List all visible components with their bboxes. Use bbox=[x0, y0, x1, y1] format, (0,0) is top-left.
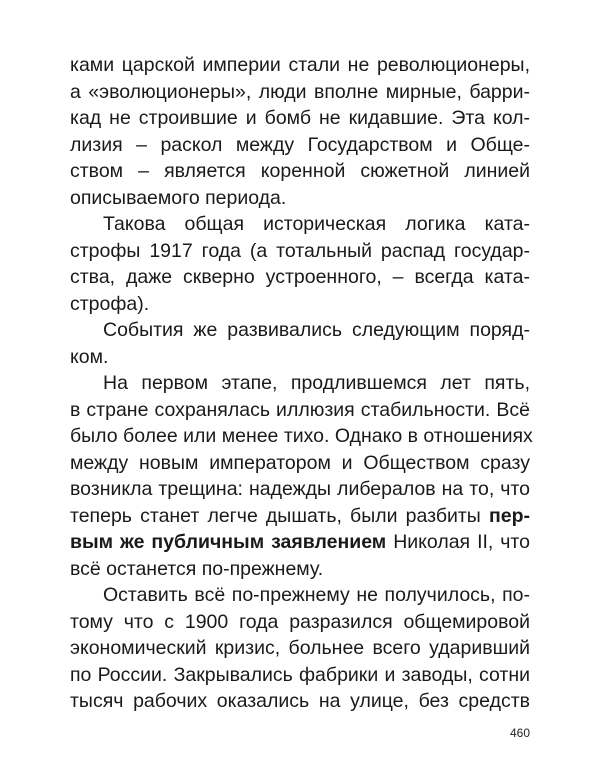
bold-text: вым же публичным заявлением bbox=[70, 531, 387, 553]
text-line bbox=[70, 609, 530, 636]
text-line bbox=[70, 264, 530, 291]
text-span: по России. Закрывались фабрики и заводы, сотни bbox=[70, 663, 530, 686]
text-line bbox=[70, 423, 533, 450]
text-span: События же развивались следующим поряд- bbox=[103, 319, 530, 341]
text-span: лизия – раскол между Государством и Обще- bbox=[70, 133, 530, 156]
text-line bbox=[70, 79, 530, 106]
text-line bbox=[70, 503, 530, 530]
text-line bbox=[70, 556, 530, 583]
text-span: тысяч рабочих оказались на улице, без средств bbox=[70, 690, 530, 712]
text-span: в стране сохранялась иллюзия стабильности. Всё bbox=[70, 398, 530, 421]
text-span: теперь станет легче дышать, были разбиты bbox=[70, 504, 489, 527]
text-span: было более или менее тихо. Однако в отношениях bbox=[70, 425, 533, 447]
text-line bbox=[70, 662, 530, 689]
text-line bbox=[70, 158, 530, 185]
text-span: между новым императором и Обществом сразу bbox=[70, 451, 530, 474]
text-span: ком. bbox=[70, 345, 109, 368]
text-line bbox=[70, 132, 530, 159]
text-span: тому что с 1900 года разразился общемировой bbox=[70, 610, 530, 633]
text-line bbox=[70, 291, 530, 318]
text-line bbox=[70, 52, 530, 79]
text-line bbox=[70, 397, 530, 424]
text-span: ками царской империи стали не революционеры, bbox=[70, 54, 530, 76]
page-body-text bbox=[70, 52, 533, 715]
text-line bbox=[70, 450, 530, 477]
text-span: На первом этапе, продлившемся лет пять, bbox=[103, 372, 530, 394]
text-span: а «эволюционеры», люди вполне мирные, барри- bbox=[70, 80, 530, 103]
text-span: Такова общая историческая логика ката- bbox=[103, 213, 530, 235]
text-span: строфы 1917 года (а тотальный распад государ- bbox=[70, 239, 530, 262]
text-span: всё останется по-прежнему. bbox=[70, 557, 324, 580]
text-span: ством – является коренной сюжетной линией bbox=[70, 160, 530, 182]
text-span: Оставить всё по-прежнему не получилось, по- bbox=[103, 584, 530, 606]
text-line bbox=[70, 211, 530, 238]
text-span: Николая II, что bbox=[386, 531, 530, 553]
text-line bbox=[70, 529, 530, 556]
text-line bbox=[70, 317, 530, 344]
text-span: описываемого периода. bbox=[70, 186, 287, 209]
text-line bbox=[70, 370, 530, 397]
text-line bbox=[70, 238, 530, 265]
text-line bbox=[70, 582, 530, 609]
page-number: 460 bbox=[509, 726, 530, 740]
text-line bbox=[70, 476, 530, 503]
text-line bbox=[70, 185, 530, 212]
bold-text: пер- bbox=[488, 504, 530, 527]
text-span: экономический кризис, больнее всего ударивший bbox=[70, 637, 530, 659]
text-span: кад не строившие и бомб не кидавшие. Эта кол- bbox=[70, 107, 530, 129]
text-span: ства, даже скверно устроенного, – всегда ката- bbox=[70, 266, 530, 288]
text-span: строфа). bbox=[70, 292, 150, 315]
text-line bbox=[70, 344, 530, 371]
text-span: возникла трещина: надежды либералов на то, что bbox=[70, 478, 530, 500]
text-line bbox=[70, 635, 530, 662]
text-line bbox=[70, 688, 530, 715]
text-line bbox=[70, 105, 530, 132]
